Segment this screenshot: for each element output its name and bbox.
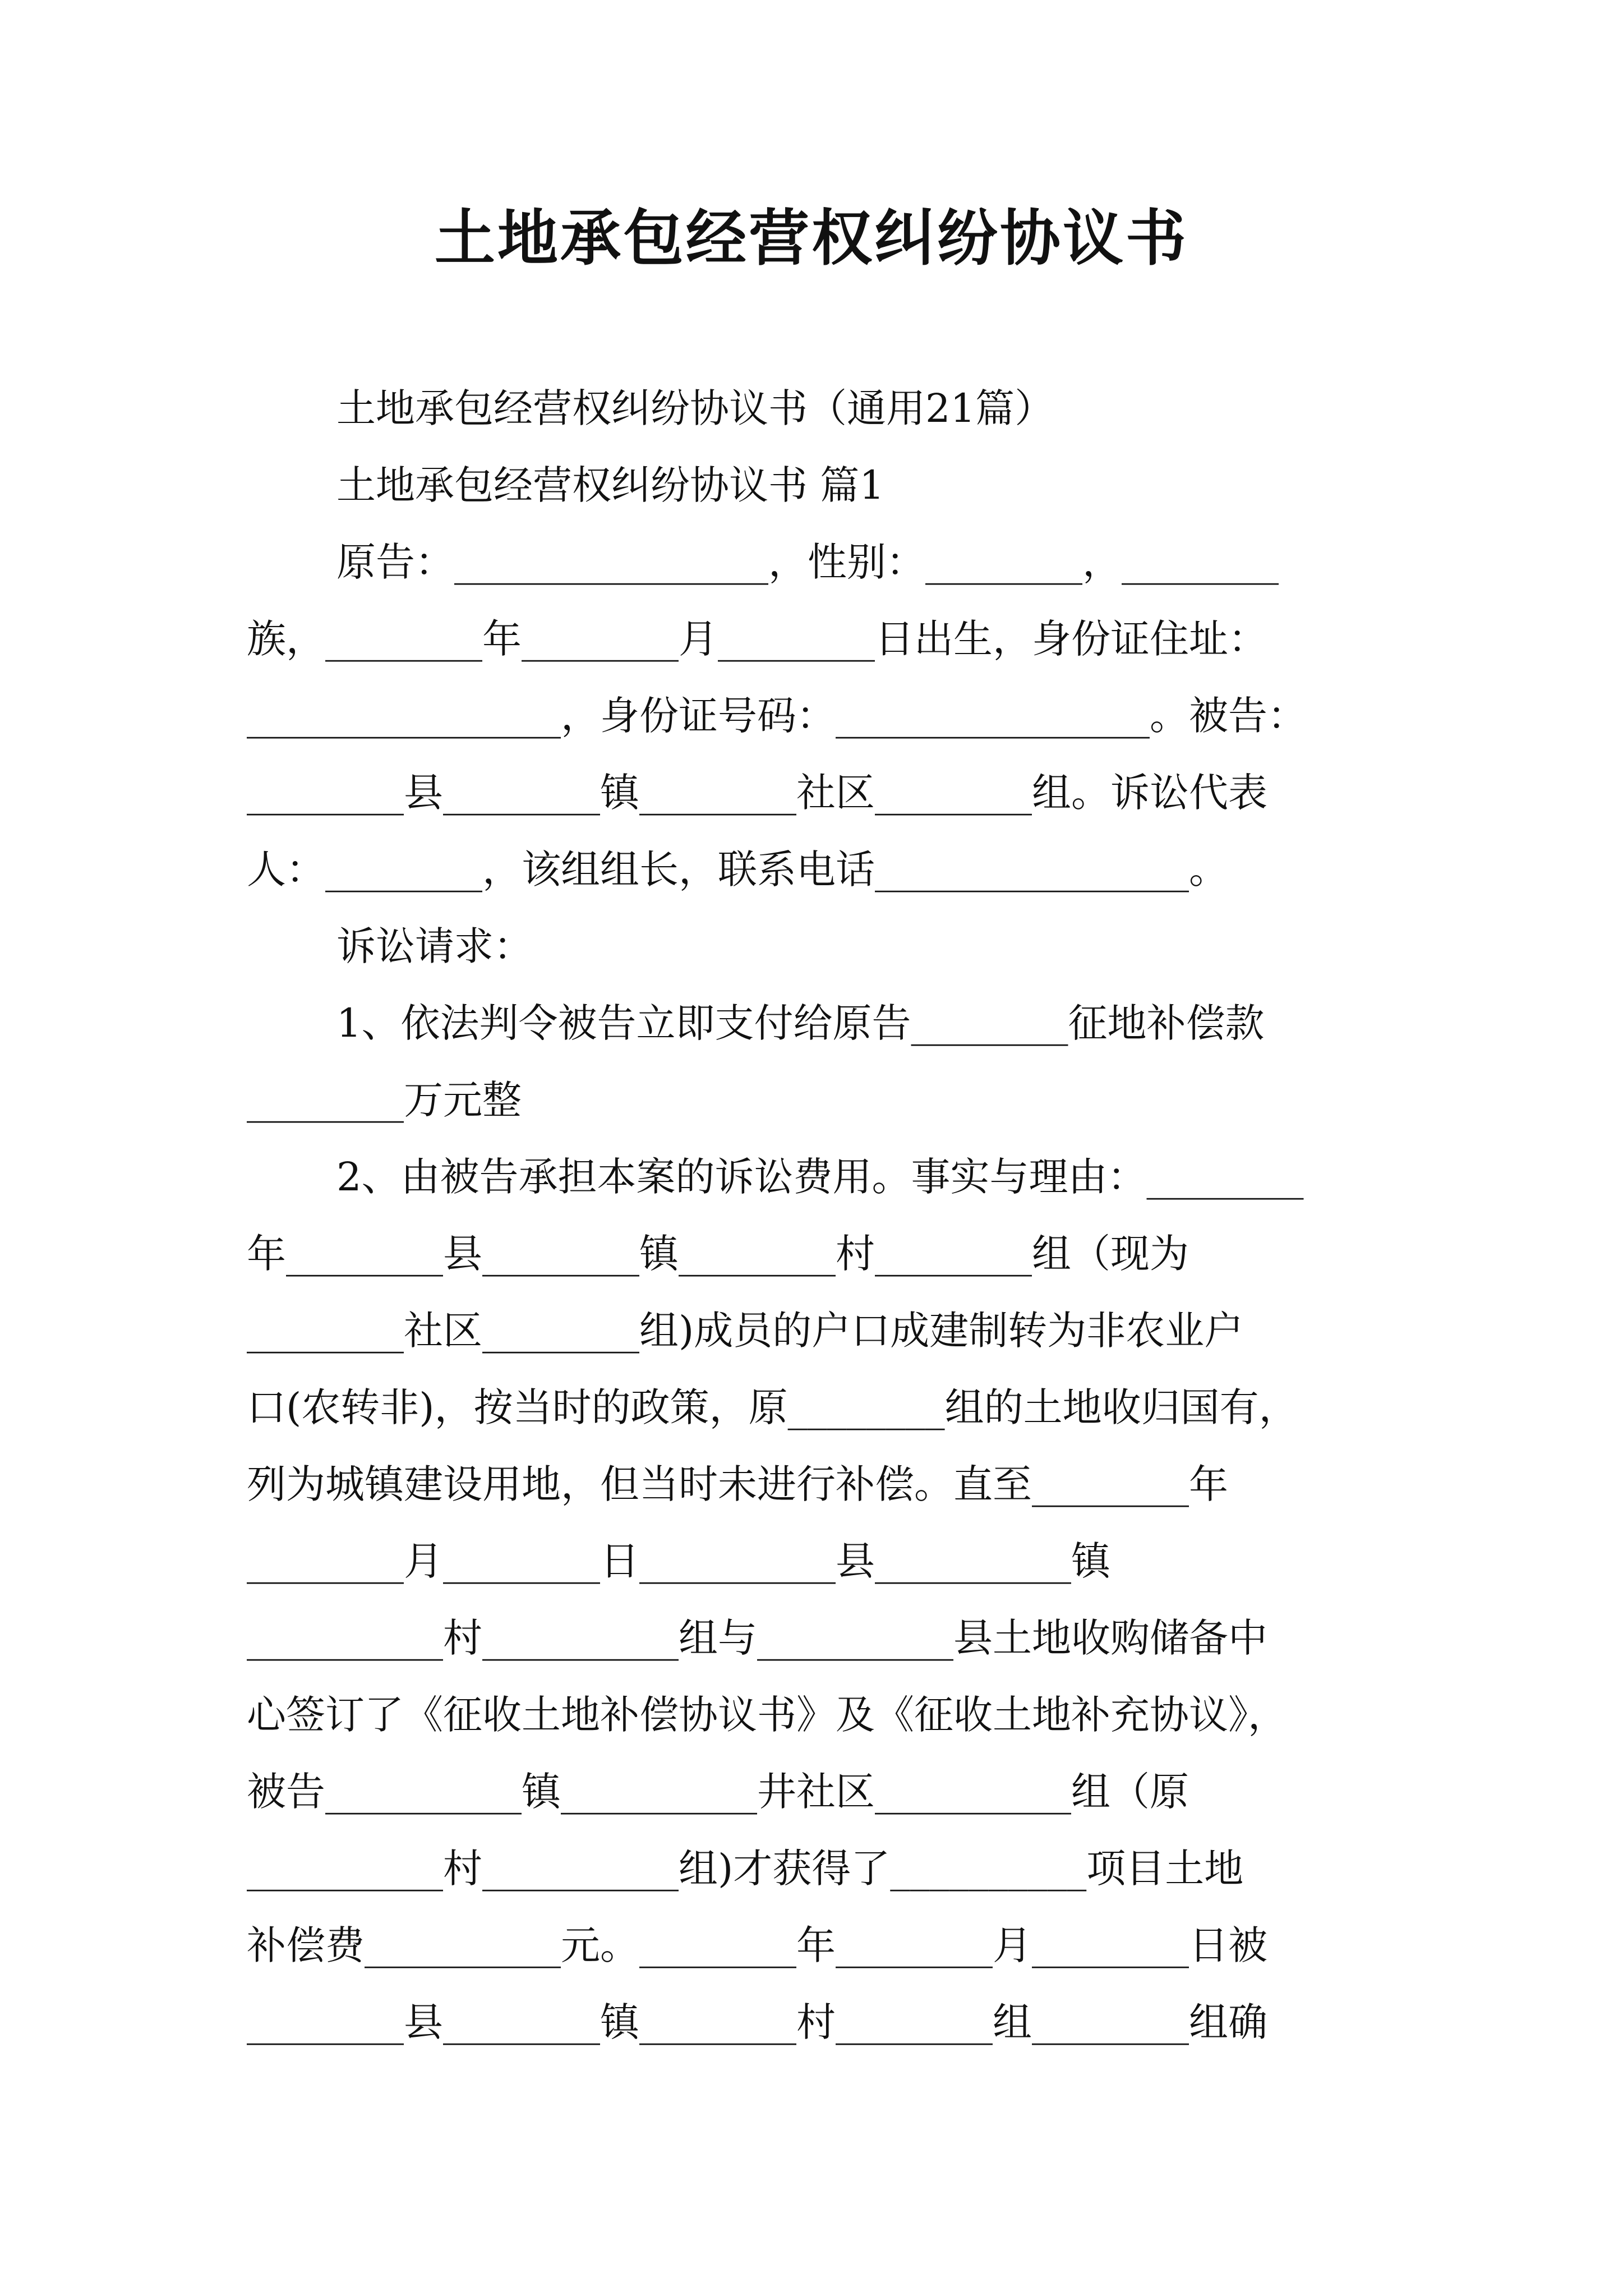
document-body xyxy=(247,370,1380,2061)
paragraph-line: 2、由被告承担本案的诉讼费用。事实与理由：________ xyxy=(336,1154,1304,1200)
paragraph-line: 心签订了《征收土地补偿协议书》及《征收土地补充协议》， xyxy=(247,1692,1287,1738)
paragraph-line: ________社区________组)成员的户口成建制转为非农业户 xyxy=(247,1308,1244,1354)
paragraph-line: 1、依法判令被告立即支付给原告________征地补偿款 xyxy=(336,1000,1265,1046)
paragraph-line: ________月________日__________县__________镇 xyxy=(247,1538,1110,1584)
paragraph-line: 被告__________镇__________井社区__________组（原 xyxy=(247,1769,1189,1815)
document-title: 土地承包经营权纠纷协议书 xyxy=(434,203,1188,274)
paragraph-line: __________村__________组)才获得了__________项目土地 xyxy=(247,1846,1244,1892)
subtitle-line: 土地承包经营权纠纷协议书（通用21篇） xyxy=(336,385,1054,431)
claims-heading: 诉讼请求： xyxy=(336,923,533,969)
paragraph-line: ________县________镇________村________组________组确 xyxy=(247,1999,1267,2045)
paragraph-line: __________村__________组与__________县土地收购储备中 xyxy=(247,1615,1267,1661)
paragraph-line: ________县________镇________社区________组。诉讼代表 xyxy=(247,770,1267,816)
paragraph-line: 人：________，该组组长，联系电话________________。 xyxy=(247,846,1228,892)
paragraph-line: ________万元整 xyxy=(247,1077,522,1123)
paragraph-line: 补偿费__________元。________年________月________日被 xyxy=(247,1922,1267,1968)
paragraph-line: 口(农转非)，按当时的政策，原________组的土地收归国有， xyxy=(247,1384,1298,1430)
paragraph-line: 年________县________镇________村________组（现为 xyxy=(247,1231,1189,1277)
paragraph-line: 族，________年________月________日出生，身份证住址： xyxy=(247,616,1267,662)
section-heading: 土地承包经营权纠纷协议书 篇1 xyxy=(336,462,884,508)
paragraph-line: ________________，身份证号码：________________。被告： xyxy=(247,693,1307,739)
paragraph-line: 列为城镇建设用地，但当时未进行补偿。直至________年 xyxy=(247,1461,1228,1507)
paragraph-line: 原告：________________，性别：________，________ xyxy=(336,539,1279,585)
